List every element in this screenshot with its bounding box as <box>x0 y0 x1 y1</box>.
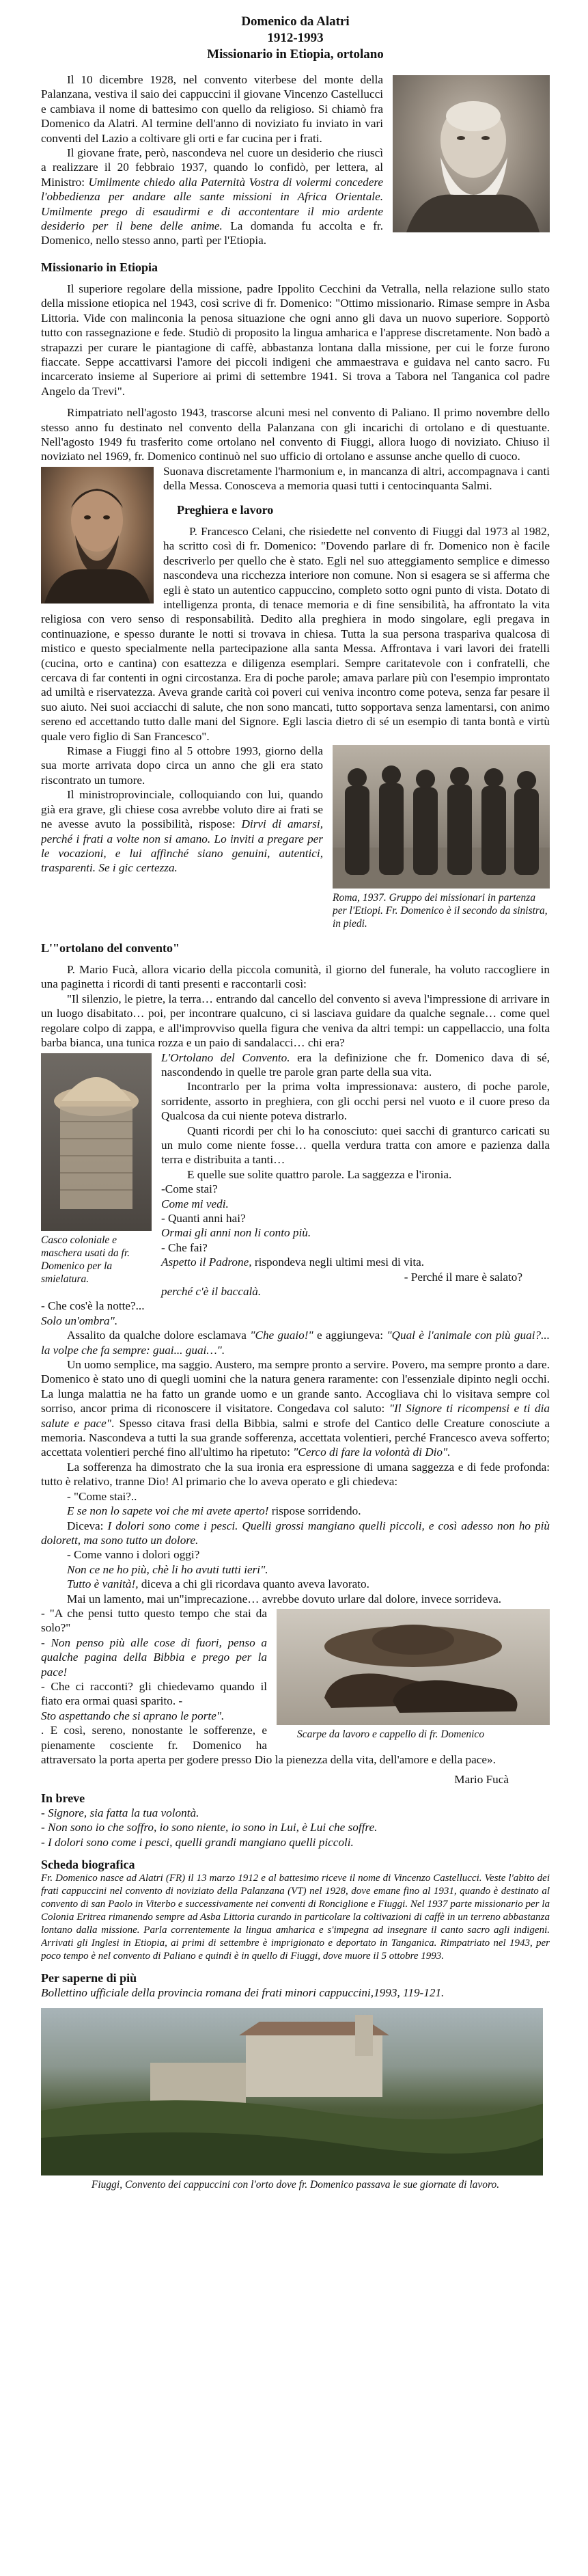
gardener-paragraph-8 <box>41 1357 550 1460</box>
helmet-photo <box>41 1053 152 1231</box>
convent-photo-caption: Fiuggi, Convento dei cappuccini con l'orto dove fr. Domenico passava le sue giornate di lavoro. <box>91 2179 500 2191</box>
gardener-p12-start: Diceva: <box>67 1519 108 1532</box>
dialog-6-quote: Aspetto il Padrone, <box>161 1256 252 1269</box>
dialog-line-8: perché c'è il baccalà. <box>161 1285 262 1298</box>
section-title-gardener: L'"ortolano del convento" <box>41 941 180 955</box>
subject-role: Missionario in Etiopia, ortolano <box>207 47 384 62</box>
helmet-photo-caption: Casco coloniale e maschera usati da fr. Domenico per la smielatura. <box>41 1234 130 1285</box>
gardener-paragraph-15 <box>41 1577 550 1591</box>
signature: Mario Fucà <box>454 1773 509 1787</box>
intro <box>41 72 550 248</box>
gardener-p8-quote-2: "Cerco di fare la volontà di Dio". <box>293 1446 451 1459</box>
gardener-p11-text: rispose sorridendo. <box>268 1504 361 1518</box>
gardener-p8-end: . Spesso citava frasi della Bibbia, salmi e strofe del Cantico delle Creature conosciute a memoria. Nascondeva a tutti la sua grande sofferenza, accettata volentieri, perché Francesco aveva sofferto; accettata volentieri perché fino all'ultimo ha ripetuto: <box>41 1416 550 1459</box>
gardener-paragraph-13: - Come vanno i dolori oggi? <box>67 1548 200 1562</box>
gardener-p11-quote: E se non lo sapete voi che mi avete aperto! <box>67 1504 269 1518</box>
prayer-paragraph-1: P. Francesco Celani, che risiedette nel convento di Fiuggi dal 1973 al 1982, ha scritto così di fr. Domenico: "Dovendo parlare di fr. Domenico non è facile descriverlo per quello che è stato. Egli nel suo atteggiamento semplice e dimesso nascondeva una ricchezza interiore non comune. Non si esagera se si afferma che egli è stato un autentico cappuccino, completo sotto ogni punto di vista. Dotato di intelligenza pronta, di tenace memoria e di fine sensibilità, ha affrontato la vita religiosa con vero senso di responsabilità. Dedito alla preghiera in modo singolare, egli pregava in continuazione, e spesso durante le notti si trovava in chiesa. Tutta la sua persona traspariva qualcosa di mistico e questo specialmente nella partecipazione alla santa Messa. Affrontava i vari lavori dei fratelli (cucina, orto e cantina) con esattezza e diligenza esemplari. Sempre caritatevole con i confratelli, che cercava di far contenti in ogni circostanza. Era di poche parole; amava parlare più con l'esempio improntato ad umiltà e riservatezza. Aveva grande carità coi poveri cui veniva incontro come poteva, senza far pesare il suo aiuto. Nei suoi acciacchi di salute, che non sono mancati, tutto sopportava senza lamentarsi, con animo sereno ed accettando tutto dalle mani del Signore. Egli lascia dietro di sé un esempio di tanta bontà e virtù quale vero figlio di San Francesco". <box>41 524 550 743</box>
gardener-paragraph-10: - "Come stai?.. <box>67 1489 137 1503</box>
dialog-line-10: Solo un'ombra". <box>41 1314 118 1327</box>
inbreve-list <box>41 1806 550 1849</box>
gardener-p12-quote: I dolori sono come i pesci. Quelli grossi mangiano quelli piccoli, e così adesso non ho più dolorett, ma sono tutto un dolore. <box>41 1519 550 1547</box>
convent-photo <box>41 2008 543 2175</box>
gardener-paragraph-14: Non ce ne ho più, chè li ho avuti tutti ieri". <box>67 1562 268 1576</box>
prayer-p3-quote: Dirvi di amarsi, perché i frati a volte non si amano. Lo inviti a pregare per le vocazioni, e lui affinché siano genuini, autentici, trasparenti. Se i gic certezza. <box>41 817 323 875</box>
persaperne-title: Per saperne di più <box>41 1971 137 1985</box>
missionary-paragraph-2-cont: Suonava discretamente l'harmonium e, in mancanza di altri, accompagnava i canti della Messa. Conosceva a memoria quasi tutti i centocinquanta Salmi. <box>163 464 550 493</box>
inbreve-title: In breve <box>41 1791 85 1805</box>
gardener-paragraph-12 <box>41 1519 550 1548</box>
prayer-p3-start: Il ministroprovinciale, colloquiando con lui, quando già era grave, gli chiese cosa avrebbe voluto dire ai frati se ne avesse avuto la possibilità, rispose: <box>41 788 323 831</box>
section-prayer-block <box>41 464 550 744</box>
gardener-paragraph-18: - Non penso più alle cose di fuori, penso a qualche pagina della Bibbia e prego per la pace! <box>41 1636 267 1679</box>
gardener-paragraph-9: La sofferenza ha dimostrato che la sua ironia era espressione di umana saggezza e di fede profonda: tutto è relativo, tranne Dio! Al primario che lo aveva operato e gli chiedeva: <box>41 1460 550 1489</box>
persaperne-ref: Bollettino ufficiale della provincia romana dei frati minori cappuccini,1993, 119-121. <box>41 1986 445 2000</box>
gardener-p3-text: era la definizione che fr. Domenico dava di sé, nascondendo in quelle tre parole gran parte della sua vita. <box>161 1050 550 1079</box>
intro-p2-end: La domanda fu accolta e fr. Domenico, nello stesso anno, partì per l'Etiopia. <box>41 219 384 247</box>
missionaries-group-photo <box>333 745 550 889</box>
gardener-p15-text: diceva a chi gli ricordava quanto aveva lavorato. <box>138 1577 369 1591</box>
dialog-line-9: - Che cos'è la notte?... <box>41 1299 145 1313</box>
dialog-line: Ormai gli anni non li conto più. <box>161 1226 311 1240</box>
shoes-photo <box>277 1609 550 1725</box>
gardener-paragraph-19: - Che ci racconti? gli chiedevamo quando il fiato era ormai quasi sparito. - <box>41 1679 267 1708</box>
article-header <box>41 14 550 63</box>
portrait-young-photo <box>41 467 154 604</box>
gardener-paragraph-21: . E così, sereno, nonostante le sofferenze, e pienamente cosciente fr. Domenico ha attraversato la porta aperta per godere presso Dio la pienezza della vita, dell'amore e della pace». <box>41 1724 496 1766</box>
section-missionary <box>41 282 550 464</box>
scheda-text: Fr. Domenico nasce ad Alatri (FR) il 13 marzo 1912 e al battesimo riceve il nome di Vincenzo Castellucci. Veste l'abito dei frati cappuccini nel convento di noviziato della Palanzana (VT) nel 1928, dove emane fino al 1931, quando è destinato al convento di san Paolo in Viterbo e successivamente nei conventi di Ronciglione e Fiuggi. Nel 1937 parte missionario per la Colonia Eritrea rimanendo sempre ad Asba Littoria curando in particolare la coltivazioni di caffè in un terreno abbastanza lontano dalla missione. Parla correntemente la lingua amharica e s'impegna ad insegnare il canto sacro agli indigeni. Arrivati gli Inglesi in Etiopia, ai primi di settembre è imprigionato e deportato in Tanganica. Rimpatriato nel 1943, per poco tempo è nel convento di Paliano e quindi è in quello di Fiuggi, dove muore il 5 ottobre 1993. <box>41 1873 550 1962</box>
gardener-paragraph-1: P. Mario Fucà, allora vicario della piccola comunità, il giorno del funerale, ha voluto raccogliere in una paginetta i ricordi di tanti presenti e raccontarli così: <box>41 963 550 991</box>
gardener-paragraph-17: - "A che pensi tutto questo tempo che stai da solo?" <box>41 1606 267 1635</box>
section-title-missionary: Missionario in Etiopia <box>41 260 158 274</box>
section-title-prayer: Preghiera e lavoro <box>177 502 274 517</box>
intro-p2-start: Il giovane frate, però, nascondeva nel cuore un desiderio che riuscì a realizzare il 20 febbraio 1937, quando lo confidò, per lettera, al Ministro: <box>41 146 383 189</box>
subject-name: Domenico da Alatri <box>241 14 350 29</box>
portrait-old-photo <box>393 75 550 232</box>
intro-p2-quote: Umilmente chiedo alla Paternità Vostra di volermi concedere l'obbedienza per andare alle sante missioni in Africa Orientale. Umilmente prego di esaudirmi e di accontentare il mio ardente desiderio per il bene delle anime. <box>41 175 383 233</box>
gardener-paragraph-16: Mai un lamento, mai un"imprecazione… avrebbe dovuto urlare dal dolore, invece sorrideva. <box>67 1592 502 1605</box>
dialog-line: - Quanti anni hai? <box>161 1211 246 1225</box>
prayer-end-block <box>41 744 550 930</box>
missionaries-photo-box <box>333 745 550 930</box>
subject-years: 1912-1993 <box>267 31 324 45</box>
gardener-paragraph-11 <box>41 1504 550 1518</box>
gardener-paragraph-20: Sto aspettando che si aprano le porte". <box>41 1709 225 1722</box>
shoes-photo-box <box>277 1609 550 1741</box>
inbreve-line: - I dolori sono come i pesci, quelli grandi mangiano quelli piccoli. <box>41 1835 354 1849</box>
helmet-photo-box <box>41 1053 152 1286</box>
dialog-line: Come mi vedi. <box>161 1197 229 1210</box>
prayer-paragraph-2: Rimase a Fiuggi fino al 5 ottobre 1993, giorno della sua morte arrivata dopo circa un anno che gli era stato riscontrato un tumore. <box>41 744 323 787</box>
gardener-p8-start: Un uomo semplice, ma saggio. Austero, ma sempre pronto a servire. Povero, ma sempre pronto a dare. Domenico è stato uno di quegli uomini che la natura genera raramente: con l'essenziale dipinto negli occhi. La lunga malattia ne ha fatto un grande uomo e un grande santo. Accogliava chi lo visitava sempre col sorriso, ancor prima di riconoscere il visitatore. Congedava col saluto: <box>41 1358 550 1415</box>
dialog-line: - Che fai? <box>161 1240 208 1254</box>
gardener-paragraph-2: "Il silenzio, le pietre, la terra… entrando dal cancello del convento si aveva l'impressione di arrivare in un luogo disabitato… poi, per incontrare qualcuno, ci si lasciava guidare da qualche segnale… come quel regolare colpo di zappa, e all'improvviso quella figura che veniva da altri tempi: un cappellaccio, una folta barba bianca, una tunica rozza e un paio di sandalacci… chi era? <box>41 992 550 1050</box>
gardener-p7-q1: "Che guaio!" <box>250 1329 313 1342</box>
article <box>41 14 550 2570</box>
gardener-p8-quote: "Il Signore ti ricompensi e ti dia salute e pace" <box>41 1402 550 1430</box>
inbreve-line: - Non sono io che soffro, io sono niente, io sono in Lui, è Lui che soffre. <box>41 1821 378 1834</box>
gardener-p3-quote: L'Ortolano del Convento. <box>161 1050 290 1064</box>
gardener-p7-start: Assalito da qualche dolore esclamava <box>67 1329 251 1342</box>
missionary-paragraph-2: Rimpatriato nell'agosto 1943, trascorse alcuni mesi nel convento di Paliano. Il primo novembre dello stesso anno fu destinato nel convento della Palanzana con gli incarichi di ortolano e di questuante. Nell'agosto 1949 fu trasferito come ortolano nel convento di Fiuggi, allora luogo di noviziato. Chiuso il noviziato nel 1969, fr. Domenico continuò nel suo ufficio di ortolano e assunse anche quello di cuoco. <box>41 406 550 463</box>
shoes-photo-caption: Scarpe da lavoro e cappello di fr. Domenico <box>297 1728 485 1740</box>
gardener-continued <box>41 1328 550 1787</box>
missionaries-photo-caption: Roma, 1937. Gruppo dei missionari in partenza per l'Etiopi. Fr. Domenico è il secondo da sinistra, in piedi. <box>333 892 548 930</box>
missionary-paragraph-1: Il superiore regolare della missione, padre Ippolito Cecchini da Vetralla, nella relazione sullo stato della missione etiopica nel 1943, così scrive di fr. Domenico: "Ottimo missionario. Rimase sempre in Asba Littoria. Vide con malinconia la penosa situazione che ogni anno gli dava un nuovo superiore. Sopportò tutto con rassegnazione e fede. Studiò di proposito la lingua amharica e l'apprese discretamente. Non badò a strapazzi per curare le piantagione di caffè, abbastanza lontana dalla missione, per cui le forze furono fiaccate. Seppe accattivarsi l'amore dei piccoli indigeni che ammaestrava e guidava nel canto sacro. Fu incarcerato insieme al Superiore ai primi di settembre 1941. Si trova a Tabora nel Tanganica col padre Angelo da Trevi". <box>41 282 550 398</box>
dialog-6-text: rispondeva negli ultimi mesi di vita. <box>251 1256 425 1269</box>
gardener-paragraph-6: E quelle sue solite quattro parole. La saggezza e l'ironia. <box>187 1167 452 1181</box>
gardener-p15-quote: Tutto è vanità!, <box>67 1577 139 1591</box>
scheda-title: Scheda biografica <box>41 1858 135 1872</box>
gardener-paragraph-4: Incontrarlo per la prima volta impressionava: austero, di poche parole, sorridente, assorto in preghiera, con gli occhi persi nel vuoto e il cuore preso da Qualcosa da cui niente poteva distrarlo. <box>161 1080 550 1123</box>
gardener-paragraph-5: Quanti ricordi per chi lo ha conosciuto: quei sacchi di granturco caricati su un mulo come niente fosse… quella verdura tratta con amore e pazienza dalla terra e distribuita a tanti… <box>161 1124 550 1167</box>
dialog-line: -Come stai? <box>161 1182 218 1196</box>
section-gardener <box>41 962 550 1328</box>
gardener-p7-mid: e aggiungeva: <box>313 1329 387 1342</box>
inbreve-line: - Signore, sia fatta la tua volontà. <box>41 1806 199 1819</box>
gardener-paragraph-7 <box>41 1328 550 1357</box>
gardener-p7-q2: "Qual è l'animale con più guai?... la volpe che fa sempre: guai... guai…". <box>41 1329 550 1357</box>
dialog-line-7: - Perché il mare è salato? <box>404 1270 522 1284</box>
intro-paragraph-1: Il 10 dicembre 1928, nel convento viterbese del monte della Palanzana, vestiva il saio dei cappuccini il giovane Vincenzo Castellucci e cambiava il nome di battesimo con quello da religioso. Si chiamò fra Domenico da Alatri. Al termine dell'anno di noviziato fu inviato in vari conventi del Lazio a coltivare gli orti e far cucina per i frati. <box>41 73 383 145</box>
